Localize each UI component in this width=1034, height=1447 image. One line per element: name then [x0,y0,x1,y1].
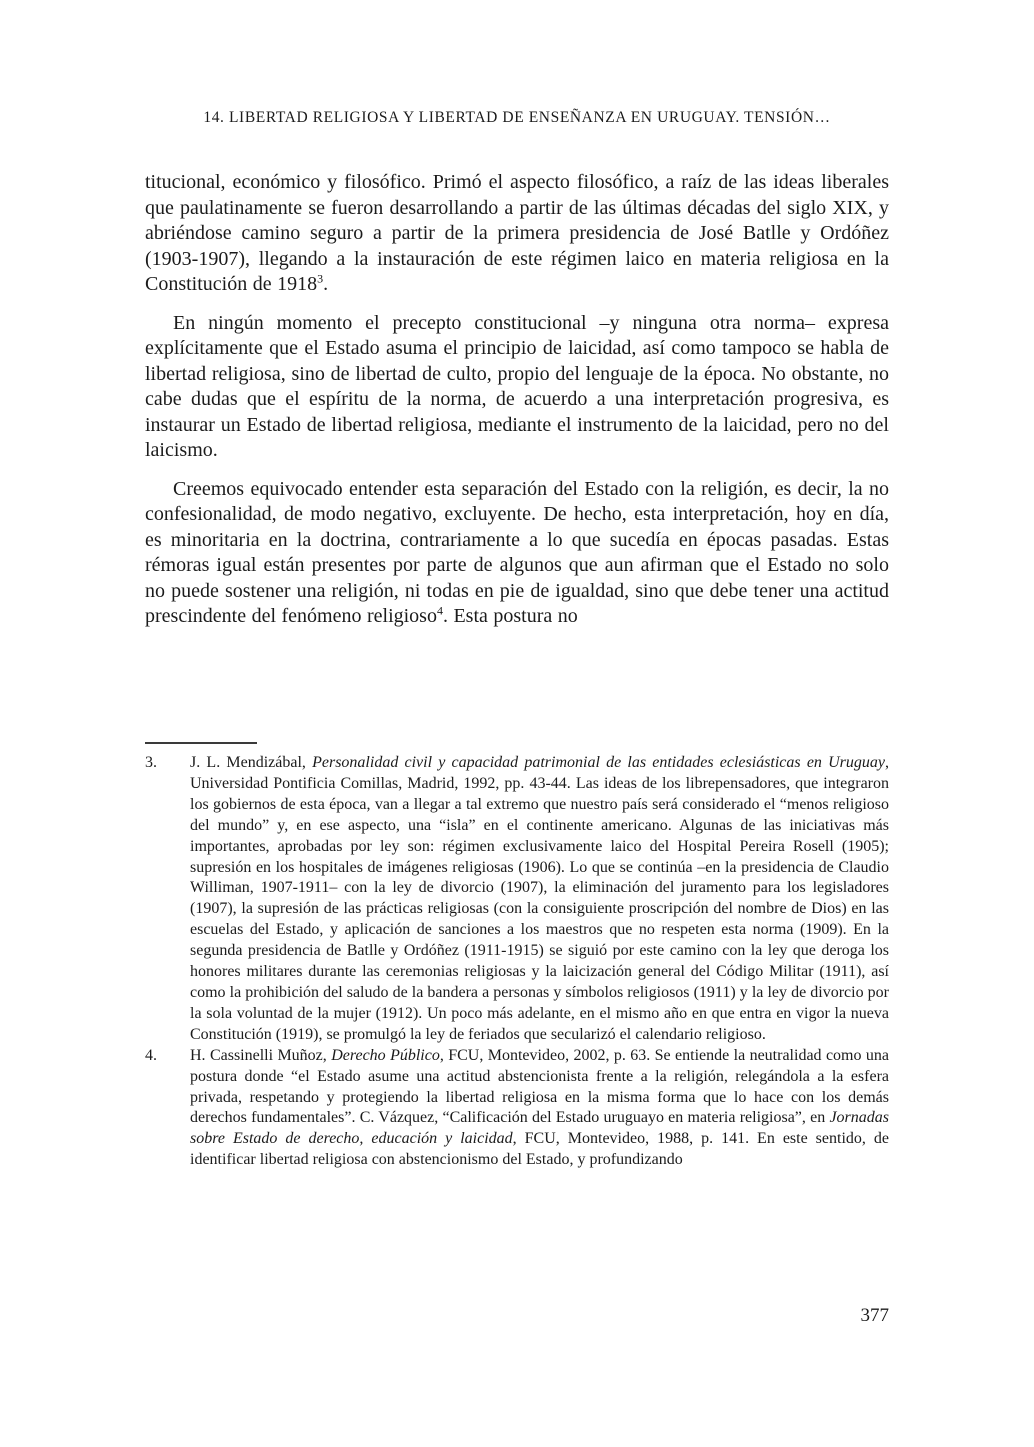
footnote-separator-rule [145,742,257,744]
footnote-segment: J. L. Mendizábal, [190,754,313,771]
body-paragraph-1 [145,170,889,298]
page-number: 377 [860,1305,889,1326]
footnote-text [190,1046,889,1171]
paragraph-text: . Esta postura no [442,605,578,627]
paragraph-text: En ningún momento el precepto constitucional –y ninguna otra norma– expresa explícitamente que el Estado asuma el principio de laicidad, así como tampoco se habla de libertad religiosa, sino de libertad de culto, propio del lenguaje de la época. No obstante, no cabe dudas que el espíritu de la norma, de acuerdo a una interpretación progresiva, es instaurar un Estado de libertad religiosa, mediante el instrumento de la laicidad, pero no del laicismo. [145,311,889,461]
footnotes-section [145,742,889,1171]
footnote-segment-italic: Personalidad civil y capacidad patrimonial de las entidades eclesiásticas en Uruguay [312,754,885,771]
footnote-segment: , FCU, Montevideo, 1988, p. 141. En este sentido, de identificar libertad religiosa con abstencionismo del Estado, y profundizando [190,1130,889,1169]
body-paragraph-3 [145,477,889,630]
footnote-segment: , Universidad Pontificia Comillas, Madrid, 1992, pp. 43-44. Las ideas de los librepensadores, que integraron los gobiernos de esta época, van a llegar a tal extremo que nuestro país será considerado el “menos religioso del mundo” y, en ese aspecto, una “isla” en el continente americano. Algunas de las iniciativas más importantes, aprobadas por ley son: régimen exclusivamente laico del Hospital Pereira Rosell (1905); supresión en los hospitales de imágenes religiosas (1906). Lo que se continúa –en la presidencia de Claudio Williman, 1907-1911– con la ley de divorcio (1907), la eliminación del juramento para los legisladores (1907), la supresión de las prácticas religiosas (con la consiguiente proscripción del nombre de Dios) en las escuelas del Estado, y aplicación de sanciones a los maestros que no respeten esta norma (1909). En la segunda presidencia de Batlle y Ordóñez (1911-1915) se siguió por este camino con la ley que deroga los honores militares durante las ceremonias religiosas y la laicización general del Código Militar (1911), así como la prohibición del saludo de la bandera a personas y símbolos religiosos (1911) y la ley de divorcio por la sola voluntad de la mujer (1912). Un poco más adelante, en el mismo año en que entra en vigor la nueva Constitución (1919), se promulgó la ley de feriados que secularizó el calendario religioso. [190,754,889,1043]
footnote-segment: , FCU, Montevideo, 2002, p. 63. Se entiende la neutralidad como una postura donde “el Estado asume una actitud abstencionista frente a la religión, relegándola a la esfera privada, respetando y protegiendo la libertad religiosa en la misma forma que lo hace con los demás derechos fundamentales”. C. Vázquez, “Calificación del Estado uruguayo en materia religiosa”, en [190,1046,889,1127]
footnote-number: 4. [145,1046,157,1064]
paragraph-text: . [323,273,329,295]
running-head: 14. LIBERTAD RELIGIOSA Y LIBERTAD DE ENSEÑANZA EN URUGUAY. TENSIÓN… [203,109,831,126]
footnote-segment-italic: Derecho Público [331,1046,440,1064]
footnote-number: 3. [145,754,157,771]
paragraph-text: Creemos equivocado entender esta separación del Estado con la religión, es decir, la no confesionalidad, de modo negativo, excluyente. De hecho, esta interpretación, hoy en día, es minoritaria en la doctrina, contrariamente a lo que sucedía en épocas pasadas. Estas rémoras igual están presentes por parte de algunos que aun afirman que el Estado no solo no puede sostener una religión, ni todas en pie de igualdad, sino que debe tener una actitud prescindente del fenómeno religioso [145,477,889,627]
paragraph-text: titucional, económico y filosófico. Primó el aspecto filosófico, a raíz de las ideas liberales que paulatinamente se fueron desarrollando a partir de las últimas décadas del siglo XIX, y abriéndose camino seguro a partir de la primera presidencia de José Batlle y Ordóñez (1903-1907), llegando a la instauración de este régimen laico en materia religiosa en la Constitución de 1918 [145,171,889,295]
footnote-ref-4: 4 [436,603,443,618]
body-paragraph-2 [145,311,889,464]
body-text [145,170,889,643]
footnote-text [190,753,889,1046]
footnote-segment-italic: Jornadas sobre Estado de derecho, educación y laicidad [190,1109,889,1148]
footnote-segment: H. Cassinelli Muñoz, [190,1046,332,1064]
footnote-3 [145,753,889,1046]
footnote-4 [145,1046,889,1171]
footnote-ref-3: 3 [317,271,324,286]
